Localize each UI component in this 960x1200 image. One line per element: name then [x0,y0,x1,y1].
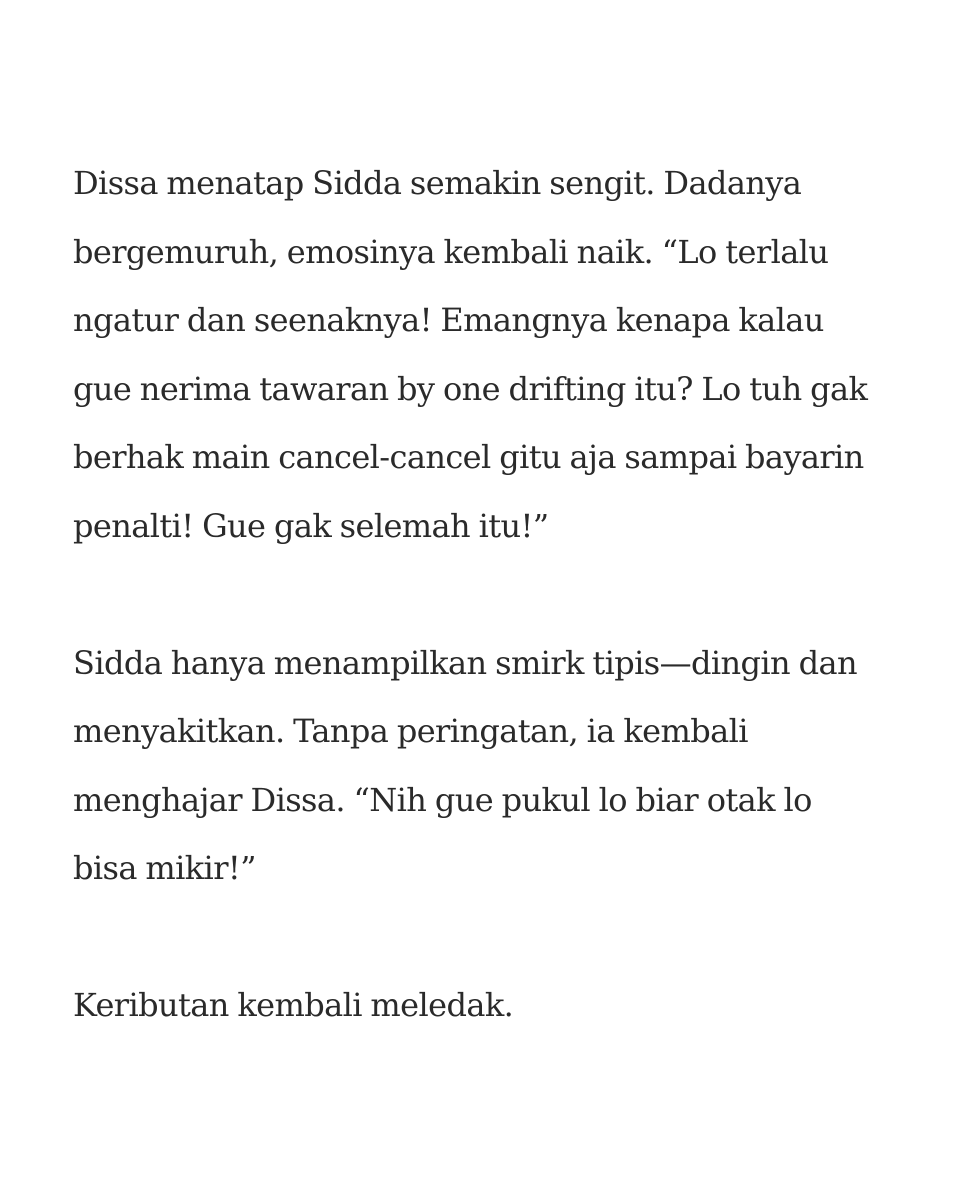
paragraph-1 [73,149,913,560]
text-line: Keributan kembali meledak. [73,986,514,1024]
text-line: bisa mikir!” [73,849,256,887]
text-line: ngatur dan seenaknya! Emangnya kenapa kalau [73,301,824,339]
paragraph-spacer [73,903,913,972]
text-line: bergemuruh, emosinya kembali naik. “Lo terlalu [73,232,829,271]
text-line: gue nerima tawaran by one drifting itu? Lo tuh gak [73,369,868,408]
paragraph-3 [73,971,913,1040]
paragraph-2 [73,629,913,903]
text-line: Dissa menatap Sidda semakin sengit. Dadanya [73,164,802,202]
text-line: menyakitkan. Tanpa peringatan, ia kembali [73,712,748,750]
text-line: Sidda hanya menampilkan smirk tipis—dingin dan [73,643,858,682]
text-line: berhak main cancel-cancel gitu aja sampai bayarin [73,438,864,476]
text-line: menghajar Dissa. “Nih gue pukul lo biar otak lo [73,780,812,819]
paragraph-spacer [73,560,913,629]
text-line: penalti! Gue gak selemah itu!” [73,506,549,545]
story-text [73,149,913,1040]
